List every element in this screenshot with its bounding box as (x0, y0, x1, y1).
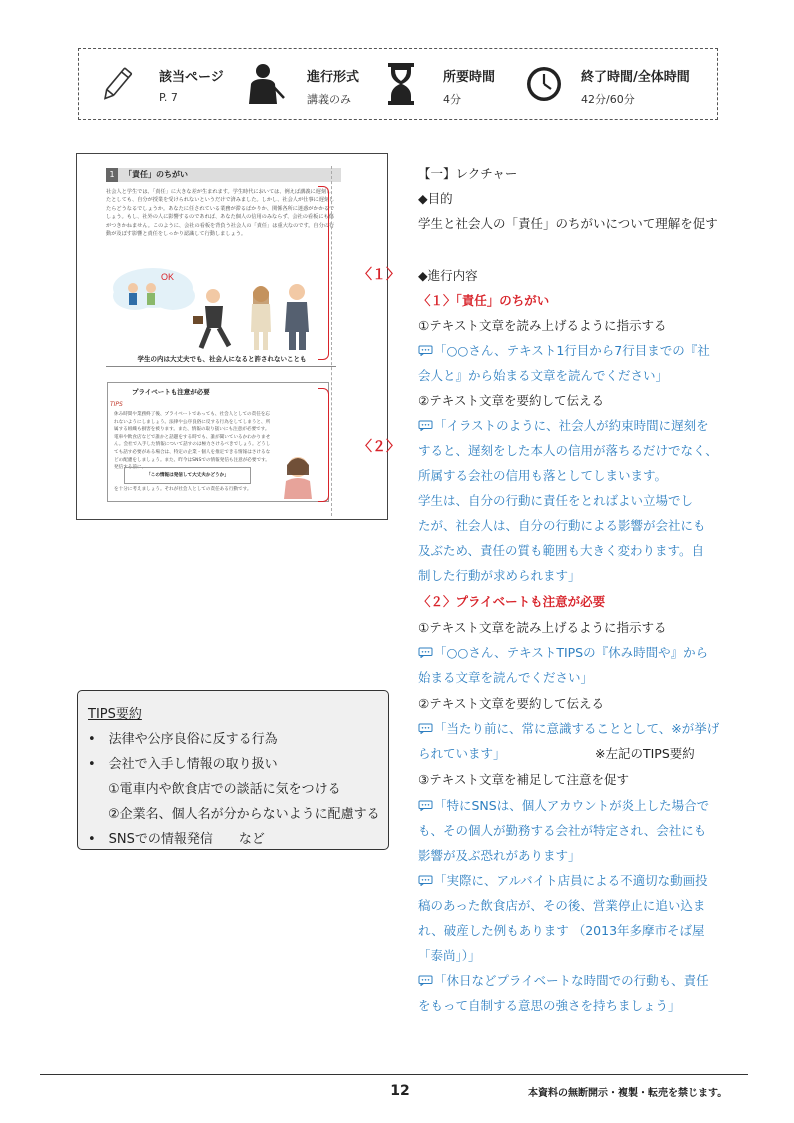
instruction-line (418, 946, 481, 964)
instruction-line (418, 694, 604, 712)
instruction-text: 学生と社会人の「責任」のちがいについて理解を促す (418, 216, 718, 231)
instruction-text: 制した行動が求められます」 (418, 568, 581, 583)
instruction-text: 【一】レクチャー (418, 166, 518, 181)
thumb-illustration-caption: 学生の内は大丈夫でも、社会人になると許されないことも (137, 355, 307, 363)
thumb-section-number: 1 (106, 168, 118, 182)
end-time-title: 終了時間/全体時間 (581, 70, 690, 85)
instruction-line (418, 466, 667, 484)
footer-divider (40, 1074, 748, 1075)
tips-summary-item: • SNSでの情報発信 など (88, 832, 265, 847)
instruction-line (418, 366, 668, 384)
instruction-text: 「○○さん、テキスト1行目から7行目までの『社 (434, 343, 710, 358)
instruction-text: れ、破産した例もあります （2013年多摩市そば屋 (418, 923, 705, 938)
instruction-line (418, 391, 604, 409)
format-title: 進行形式 (307, 70, 360, 85)
speech-bubble-icon (418, 345, 433, 356)
instruction-line (418, 164, 517, 182)
instruction-line (418, 744, 695, 762)
instruction-text: 学生は、自分の行動に責任をとればよい立場でし (418, 493, 694, 508)
instruction-text: 「泰尚」）」 (418, 948, 481, 963)
instruction-speech-line (418, 341, 710, 359)
instruction-line (418, 618, 666, 636)
instruction-text: ①テキスト文章を読み上げるように指示する (418, 318, 667, 333)
speech-bubble-icon (418, 723, 433, 734)
duration-title: 所要時間 (443, 70, 496, 85)
instruction-line (418, 441, 718, 459)
tips-summary-subitem: ②企業名、個人名が分からないように配慮する (108, 807, 380, 822)
thumb-tips-footer: を十分に考えましょう。それが社会人としての責任ある行動です。 (114, 487, 252, 492)
thumb-tips-box (107, 382, 329, 502)
instruction-text: 「特にSNSは、個人アカウントが炎上した場合で (434, 798, 710, 813)
instruction-line (418, 592, 605, 610)
instruction-line (418, 189, 453, 207)
bracket-1 (318, 186, 329, 360)
instruction-text: 影響が及ぶ恐れがあります」 (418, 848, 581, 863)
instruction-line (418, 896, 705, 914)
instruction-text: 稿のあった飲食店が、その後、営業停止に追い込ま (418, 898, 706, 913)
instruction-line (418, 821, 706, 839)
instruction-text: も、その個人が勤務する会社が特定され、会社にも (418, 823, 707, 838)
speech-bubble-icon (418, 875, 433, 886)
instruction-line (418, 491, 693, 509)
speech-bubble-icon (418, 647, 433, 658)
bracket-2-label: 〈２〉 (358, 439, 400, 455)
instruction-text: 「休日などプライベートな時間での行動も、責任 (434, 973, 709, 988)
speech-bubble-icon (418, 975, 433, 986)
instruction-line (418, 291, 549, 309)
hourglass-icon (387, 62, 415, 106)
instruction-text: 「○○さん、テキストTIPSの『休み時間や』から (434, 645, 709, 660)
instruction-text: 「当たり前に、常に意識することとして、※が挙げ (434, 721, 720, 736)
page-number: 12 (390, 1083, 410, 1099)
instruction-text: ③テキスト文章を補足して注意を促す (418, 772, 629, 787)
instruction-speech-line (418, 719, 719, 737)
instruction-line (418, 516, 706, 534)
svg-text:OK: OK (161, 272, 175, 282)
instruction-text: たが、社会人は、自分の行動による影響が会社にも (418, 518, 706, 533)
instruction-text: 「実際に、アルバイト店員による不適切な動画投 (434, 873, 708, 888)
instruction-speech-line (418, 971, 709, 989)
lecturer-icon (241, 62, 285, 106)
thumb-divider (106, 366, 336, 367)
end-time-value: 42分/60分 (581, 93, 635, 106)
instruction-text: 〈２〉プライベートも注意が必要 (418, 594, 606, 609)
clock-icon (525, 65, 563, 103)
textbook-thumbnail (76, 153, 388, 520)
instruction-text: をもって自制する意思の強さを持ちましょう」 (418, 998, 681, 1013)
session-info-box (78, 48, 718, 120)
instruction-line (418, 996, 681, 1014)
tips-summary-box (77, 690, 389, 850)
instruction-line (418, 566, 581, 584)
thumb-tips-paragraph: 休み時間や業務終了後、プライベートであっても、社会人としての責任を忘れないようにしましょう。法律や公序良俗に反する行為をしてしまうと、所属する組織も損害を被ります。また、情報の取り扱いにも注意が必要です。電車や飲食店などで誰かと話題をする時でも、誰が聞いているかわかりません。会社で入手した情報について話すのは極力さけるべきでしょう。どうしても話す必要がある場合は、特定の企業・個人を推定できる情報はさけるなどの配慮をしましょう。また、昨今はSNSでの情報発信も注意が必要です。発信する前に、 (114, 412, 271, 471)
bracket-1-label: 〈１〉 (358, 267, 400, 283)
instruction-line (418, 770, 629, 788)
instruction-text: すると、遅刻をした本人の信用が落ちるだけでなく、 (418, 443, 718, 458)
instruction-line (418, 541, 704, 559)
instruction-text: ◆進行内容 (418, 268, 478, 283)
instruction-text: 及ぶため、責任の質も範囲も大きく変わります。自 (418, 543, 705, 558)
instruction-text: ◆目的 (418, 191, 453, 206)
instruction-text: ②テキスト文章を要約して伝える (418, 696, 604, 711)
instruction-text: 始まる文章を読んでください」 (418, 670, 594, 685)
instruction-line (418, 316, 666, 334)
instruction-line (418, 921, 705, 939)
copyright-notice: 本資料の無断開示・複製・転売を禁じます。 (528, 1088, 728, 1099)
instruction-text: 会人と』から始まる文章を読んでください」 (418, 368, 669, 383)
speech-bubble-icon (418, 420, 433, 431)
page-value: P. 7 (159, 91, 178, 104)
thumb-paragraph: 社会人と学生では、「責任」に大きな差が生まれます。学生時代においては、例えば講義に遅刻したとしても、自分が授業を受けられないというだけで済みました。しかし、社会人が仕事に遅刻したらどうなるでしょうか。あなたに任されている業務が滞るばかりか、関係各所に迷惑がかかるでしょう。もし、社外の人に影響するのであれば、あなた個人の信用のみならず、会社の看板にも傷がつきかねません。このように、会社の看板を背負う社会人の「責任」は重大なのです。自分の行動が及ぼす影響と責任をしっかり認識して行動しましょう。 (106, 189, 335, 238)
duration-value: 4分 (443, 93, 461, 106)
instruction-line (418, 668, 593, 686)
instruction-text: られています」 (418, 746, 506, 761)
instruction-line (418, 266, 478, 284)
thumb-tips-title: プライベートも注意が必要 (132, 388, 210, 396)
instruction-speech-line (418, 871, 708, 889)
instruction-text: 〈１〉「責任」のちがい (418, 293, 550, 308)
tips-summary-title: TIPS要約 (88, 707, 142, 722)
thumb-illustration (105, 266, 335, 354)
instruction-text: ②テキスト文章を要約して伝える (418, 393, 604, 408)
page-title: 該当ページ (159, 70, 224, 85)
tips-summary-item: • 法律や公序良俗に反する行為 (88, 732, 278, 747)
thumb-tips-illustration (276, 451, 320, 499)
instruction-note: ※左記のTIPS要約 (595, 746, 695, 761)
instruction-speech-line (418, 416, 709, 434)
instruction-speech-line (418, 643, 708, 661)
pencil-icon (97, 65, 137, 105)
instruction-text: ①テキスト文章を読み上げるように指示する (418, 620, 667, 635)
instruction-line (418, 214, 718, 232)
thumb-margin-line (331, 166, 332, 516)
thumb-tips-label: TIPS (110, 401, 123, 408)
instruction-line (418, 846, 581, 864)
instruction-speech-line (418, 796, 709, 814)
instruction-text: 所属する会社の信用も落としてしまいます。 (418, 468, 668, 483)
speech-bubble-icon (418, 800, 433, 811)
thumb-section-header (106, 168, 341, 182)
instruction-text: 「イラストのように、社会人が約束時間に遅刻を (434, 418, 709, 433)
bracket-2 (318, 388, 329, 502)
tips-summary-subitem: ①電車内や飲食店での談話に気をつける (108, 782, 341, 797)
thumb-section-title: 「責任」のちがい (124, 170, 188, 179)
format-value: 講義のみ (307, 93, 351, 106)
tips-summary-item: • 会社で入手し情報の取り扱い (88, 757, 278, 772)
thumb-tips-highlight: 「この情報は発信して大丈夫かどうか」 (124, 467, 251, 484)
